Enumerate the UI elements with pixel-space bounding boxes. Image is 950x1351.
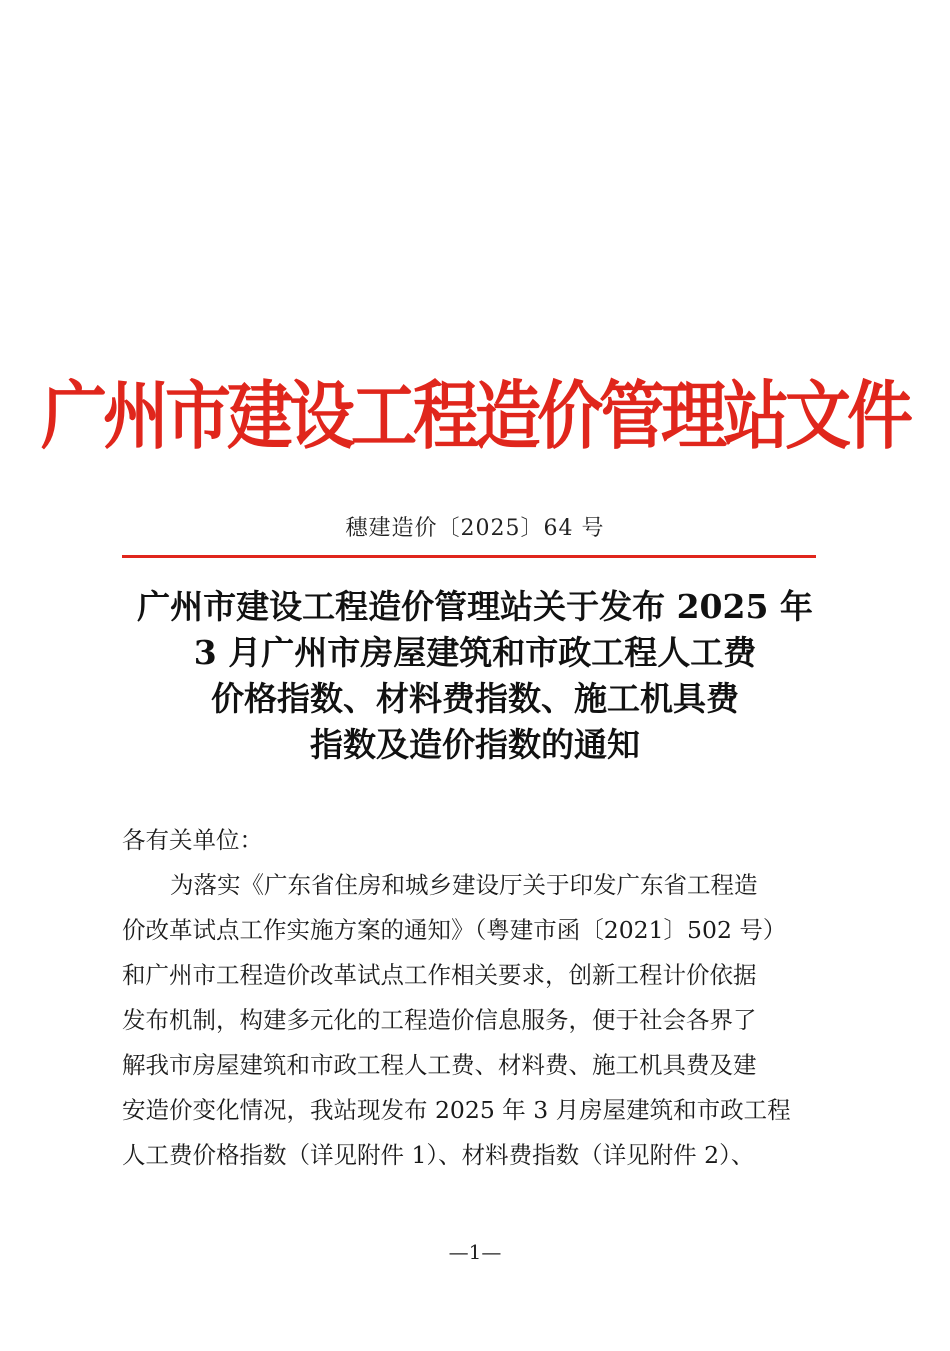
page-number: —1— [448, 1240, 502, 1264]
notice-body [122, 818, 832, 1178]
salutation: 各有关单位： [122, 826, 263, 854]
body-paragraph-line: 安造价变化情况，我站现发布 2025 年 3 月房屋建筑和市政工程 [122, 1096, 791, 1124]
notice-title [100, 584, 850, 768]
red-divider-line [122, 555, 816, 558]
body-paragraph-line: 和广州市工程造价改革试点工作相关要求，创新工程计价依据 [122, 961, 757, 989]
body-paragraph-line: 解我市房屋建筑和市政工程人工费、材料费、施工机具费及建 [122, 1051, 757, 1079]
body-paragraph-line: 为落实《广东省住房和城乡建设厅关于印发广东省工程造 [170, 871, 758, 899]
notice-title-line: 价格指数、材料费指数、施工机具费 [211, 679, 739, 718]
body-paragraph-line: 人工费价格指数（详见附件 1）、材料费指数（详见附件 2）、 [122, 1141, 755, 1169]
body-paragraph-line: 价改革试点工作实施方案的通知》（粤建市函〔2021〕502 号） [122, 916, 787, 944]
notice-title-line: 3 月广州市房屋建筑和市政工程人工费 [193, 633, 757, 672]
issuer-header-title: 广州市建设工程造价管理站文件 [41, 373, 909, 460]
document-number: 穗建造价〔2025〕64 号 [345, 516, 605, 541]
notice-title-line: 指数及造价指数的通知 [310, 725, 640, 764]
body-paragraph-line: 发布机制，构建多元化的工程造价信息服务，便于社会各界了 [122, 1006, 757, 1034]
notice-title-line: 广州市建设工程造价管理站关于发布 2025 年 [137, 587, 813, 626]
